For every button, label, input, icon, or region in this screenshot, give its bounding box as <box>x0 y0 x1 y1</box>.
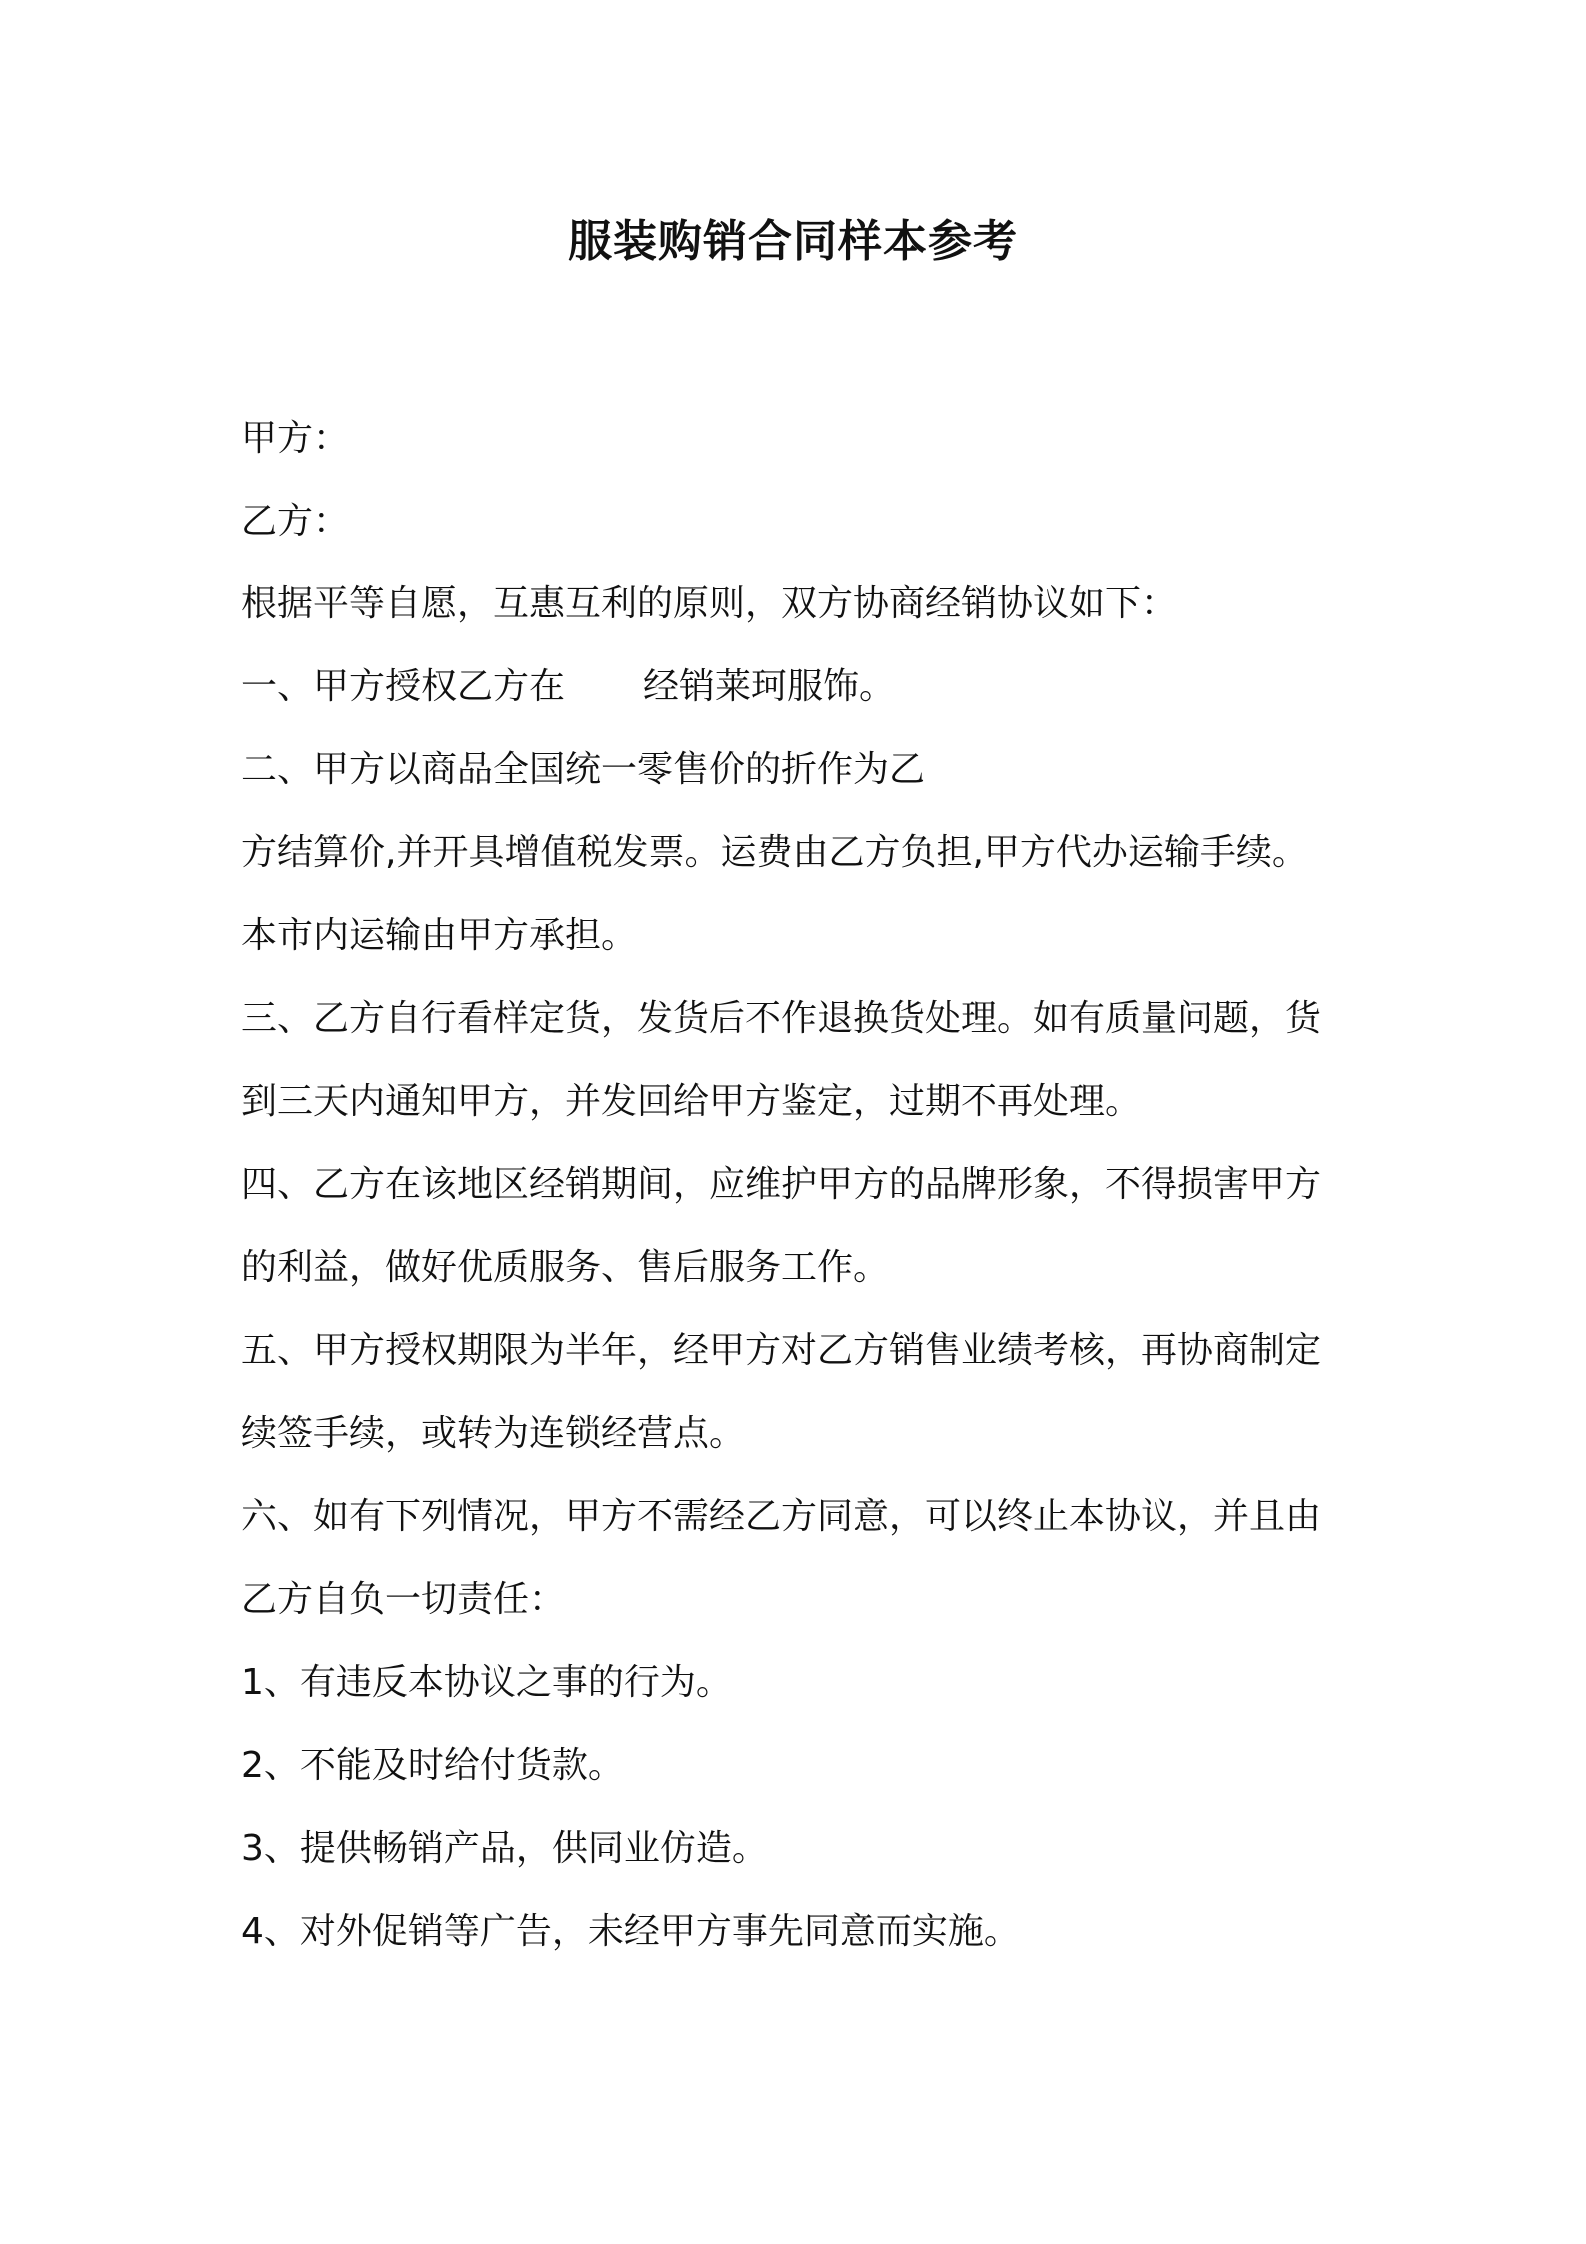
sub-item-1: 1、有违反本协议之事的行为。 <box>241 1662 732 1703</box>
clause-2-line-3: 本市内运输由甲方承担。 <box>241 915 638 956</box>
document-title: 服装购销合同样本参考 <box>568 216 1018 267</box>
clause-2-line-2: 方结算价,并开具增值税发票。运费由乙方负担,甲方代办运输手续。 <box>241 832 1308 873</box>
clause-2-line-1: 二、甲方以商品全国统一零售价的折作为乙 <box>241 749 926 790</box>
clause-1-part-b: 经销莱珂服饰。 <box>643 666 896 707</box>
clause-5-line-2: 续签手续，或转为连锁经营点。 <box>241 1413 746 1454</box>
sub-item-2: 2、不能及时给付货款。 <box>241 1745 624 1786</box>
sub-item-3: 3、提供畅销产品，供同业仿造。 <box>241 1828 768 1869</box>
party-a-line: 甲方： <box>241 418 350 459</box>
clause-6-line-2: 乙方自负一切责任： <box>241 1579 566 1620</box>
clause-4-line-2: 的利益，做好优质服务、售后服务工作。 <box>241 1247 890 1288</box>
clause-1-part-a: 一、甲方授权乙方在 <box>241 666 566 707</box>
preamble-line: 根据平等自愿，互惠互利的原则，双方协商经销协议如下： <box>241 583 1178 624</box>
clause-5-line-1: 五、甲方授权期限为半年，经甲方对乙方销售业绩考核，再协商制定 <box>241 1330 1322 1371</box>
sub-item-4: 4、对外促销等广告，未经甲方事先同意而实施。 <box>241 1911 1020 1952</box>
clause-6-line-1: 六、如有下列情况，甲方不需经乙方同意，可以终止本协议，并且由 <box>241 1496 1322 1537</box>
clause-4-line-1: 四、乙方在该地区经销期间，应维护甲方的品牌形象，不得损害甲方 <box>241 1164 1322 1205</box>
clause-3-line-1: 三、乙方自行看样定货，发货后不作退换货处理。如有质量问题，货 <box>241 998 1322 1039</box>
clause-3-line-2: 到三天内通知甲方，并发回给甲方鉴定，过期不再处理。 <box>241 1081 1142 1122</box>
clause-1-line <box>241 663 895 711</box>
party-b-line: 乙方： <box>241 501 350 542</box>
